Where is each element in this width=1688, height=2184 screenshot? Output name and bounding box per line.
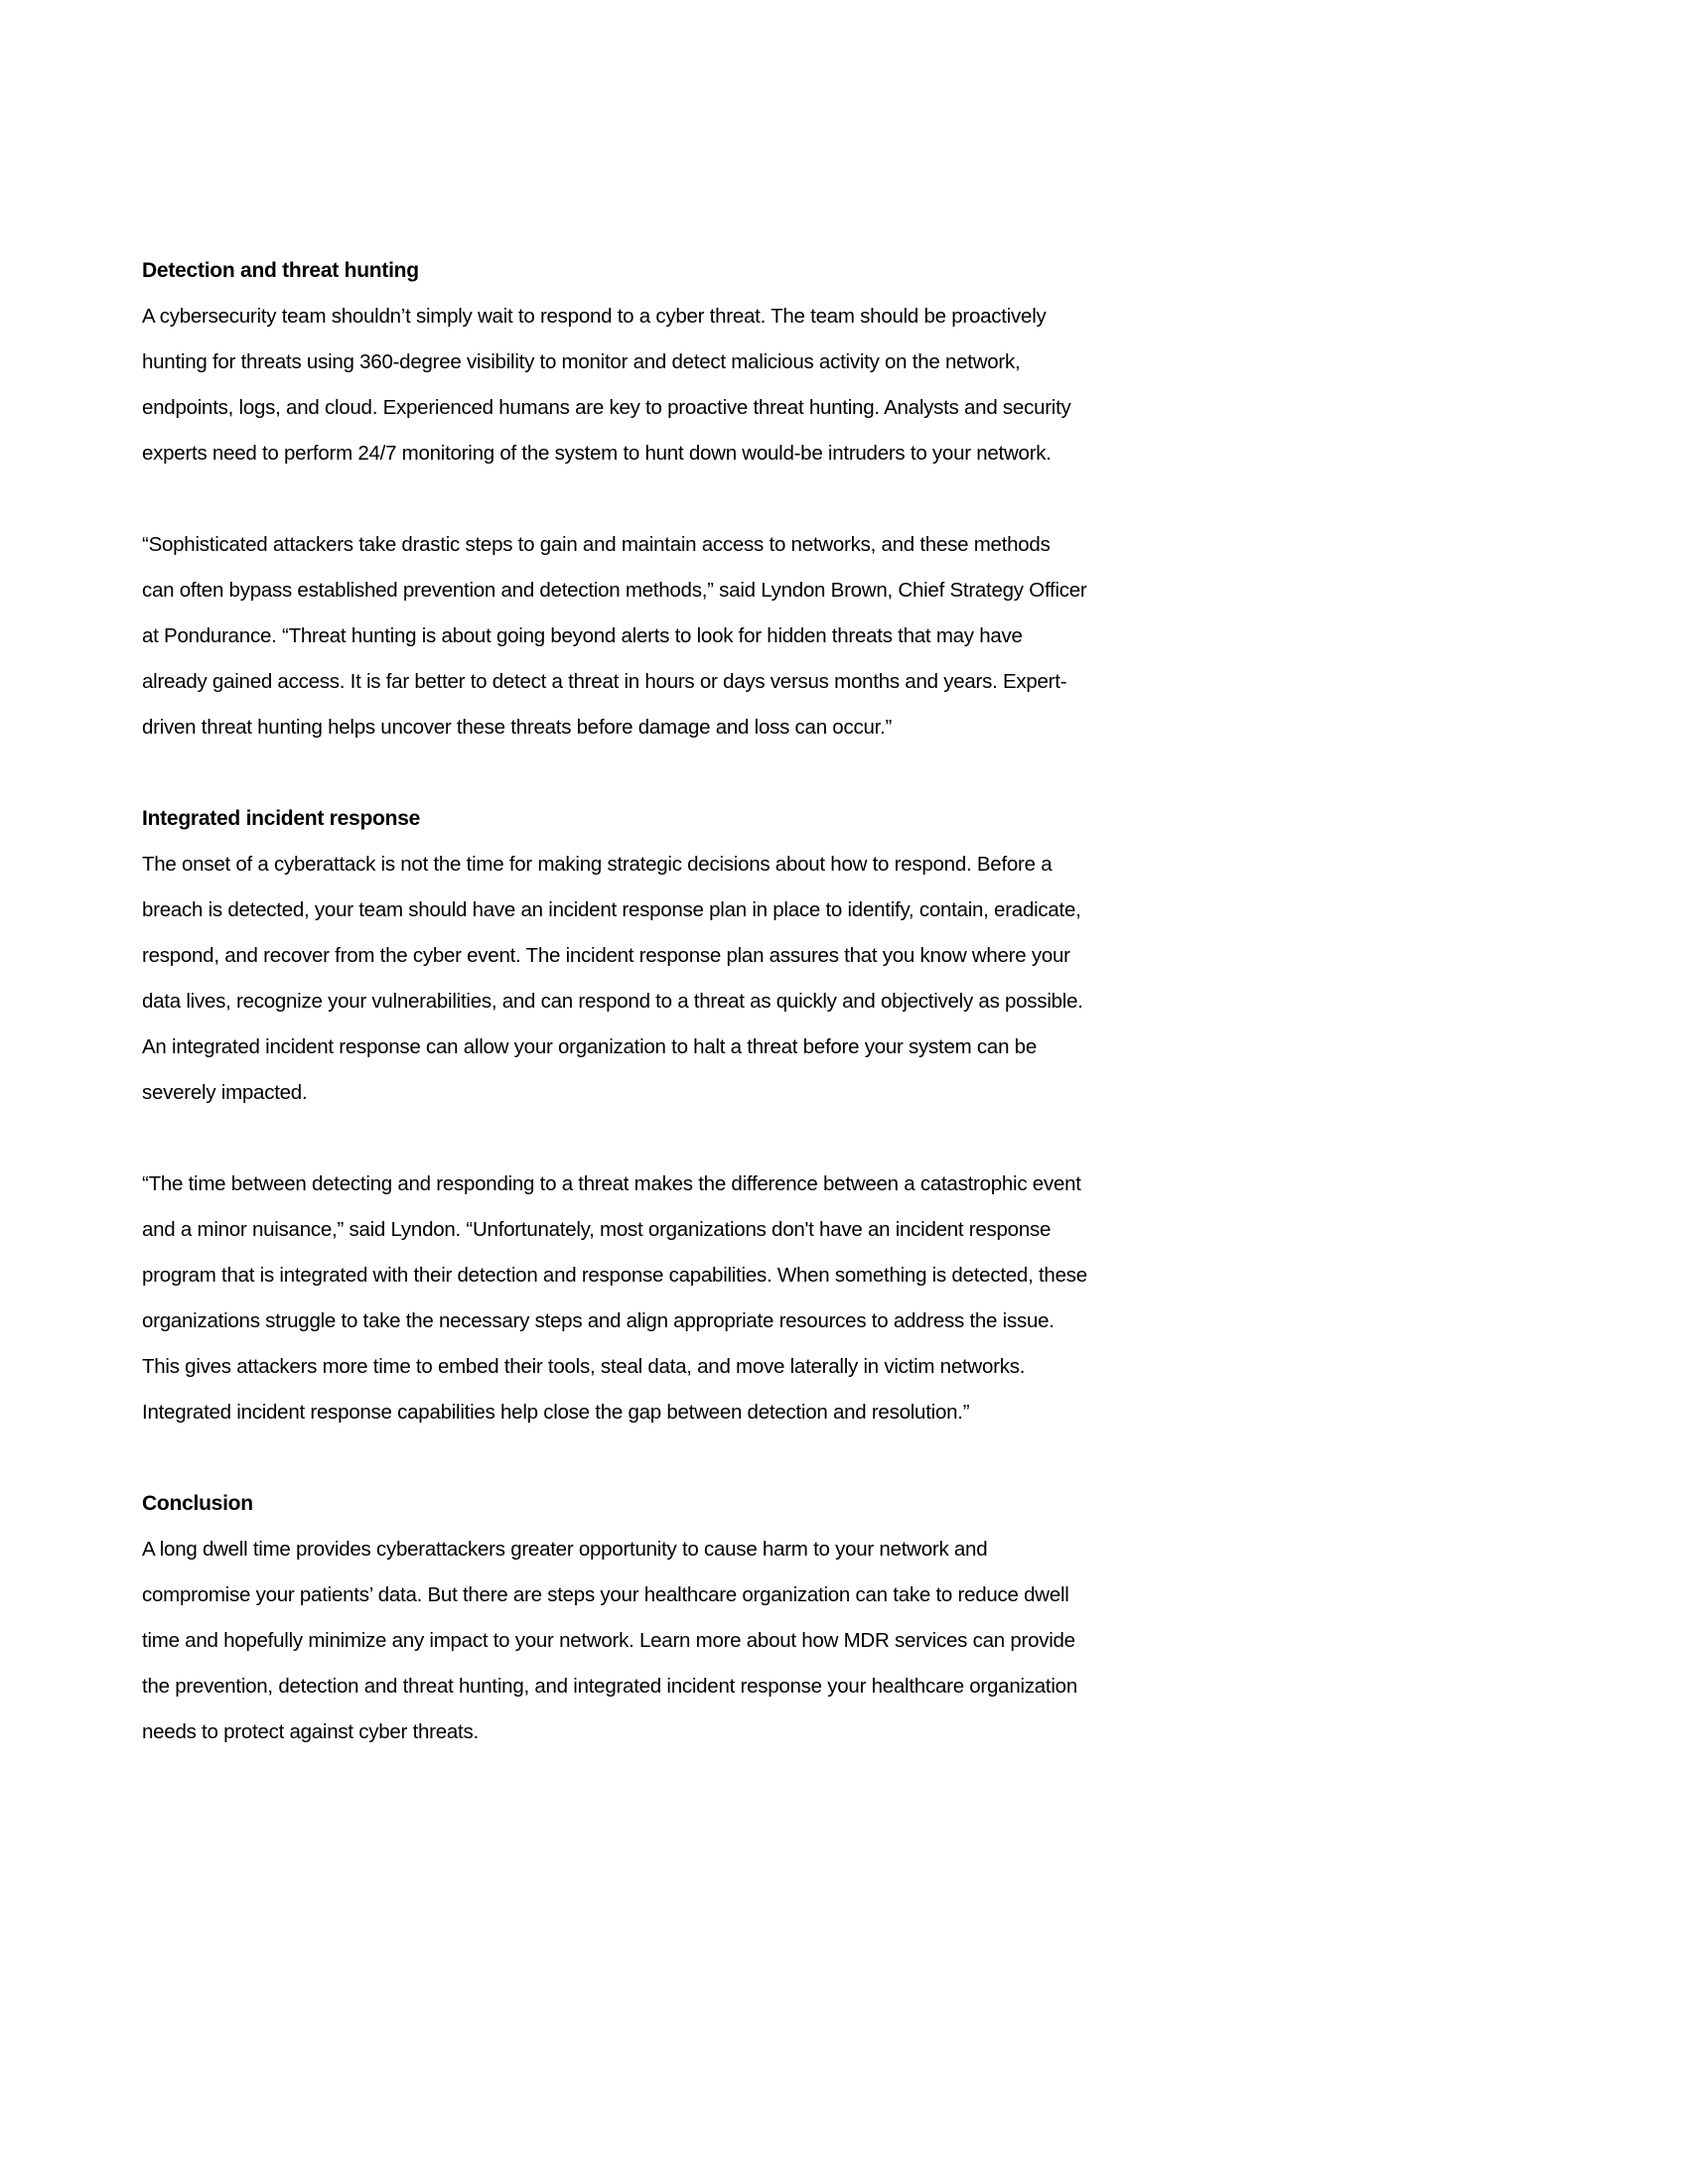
section-integrated-incident-response: [142, 796, 1087, 1435]
section-heading: Integrated incident response: [142, 807, 421, 830]
section-detection-and-threat-hunting: [142, 248, 1087, 751]
section-heading: Conclusion: [142, 1492, 253, 1515]
paragraph: “Sophisticated attackers take drastic steps to gain and maintain access to networks, and these methods can often bypass established prevention and detection methods,” said Lyndon Brown, Chief Strategy Officer at Pondurance. “Threat hunting is about going beyond alerts to look for hidden threats that may have already gained access. It is far better to detect a threat in hours or days versus months and years. Expert-driven threat hunting helps uncover these threats before damage and loss can occur.”: [142, 533, 1087, 739]
section-heading: Detection and threat hunting: [142, 259, 419, 282]
document-content: [142, 248, 1087, 1755]
paragraph: A cybersecurity team shouldn’t simply wait to respond to a cyber threat. The team should be proactively hunting for threats using 360-degree visibility to monitor and detect malicious activity on the network, endpoints, logs, and cloud. Experienced humans are key to proactive threat hunting. Analysts and security experts need to perform 24/7 monitoring of the system to hunt down would-be intruders to your network.: [142, 305, 1071, 465]
section-conclusion: [142, 1481, 1087, 1755]
paragraph: The onset of a cyberattack is not the time for making strategic decisions about how to respond. Before a breach is detected, your team should have an incident response plan in place to identify, contain, eradicate, respond, and recover from the cyber event. The incident response plan assures that you know where your data lives, recognize your vulnerabilities, and can respond to a threat as quickly and objectively as possible. An integrated incident response can allow your organization to halt a threat before your system can be severely impacted.: [142, 853, 1083, 1104]
paragraph: “The time between detecting and responding to a threat makes the difference between a catastrophic event and a minor nuisance,” said Lyndon. “Unfortunately, most organizations don't have an incident response program that is integrated with their detection and response capabilities. When something is detected, these organizations struggle to take the necessary steps and align appropriate resources to address the issue. This gives attackers more time to embed their tools, steal data, and move laterally in victim networks. Integrated incident response capabilities help close the gap between detection and resolution.”: [142, 1172, 1087, 1424]
paragraph: A long dwell time provides cyberattackers greater opportunity to cause harm to your network and compromise your patients’ data. But there are steps your healthcare organization can take to reduce dwell time and hopefully minimize any impact to your network. Learn more about how MDR services can provide the prevention, detection and threat hunting, and integrated incident response your healthcare organization needs to protect against cyber threats.: [142, 1538, 1077, 1743]
